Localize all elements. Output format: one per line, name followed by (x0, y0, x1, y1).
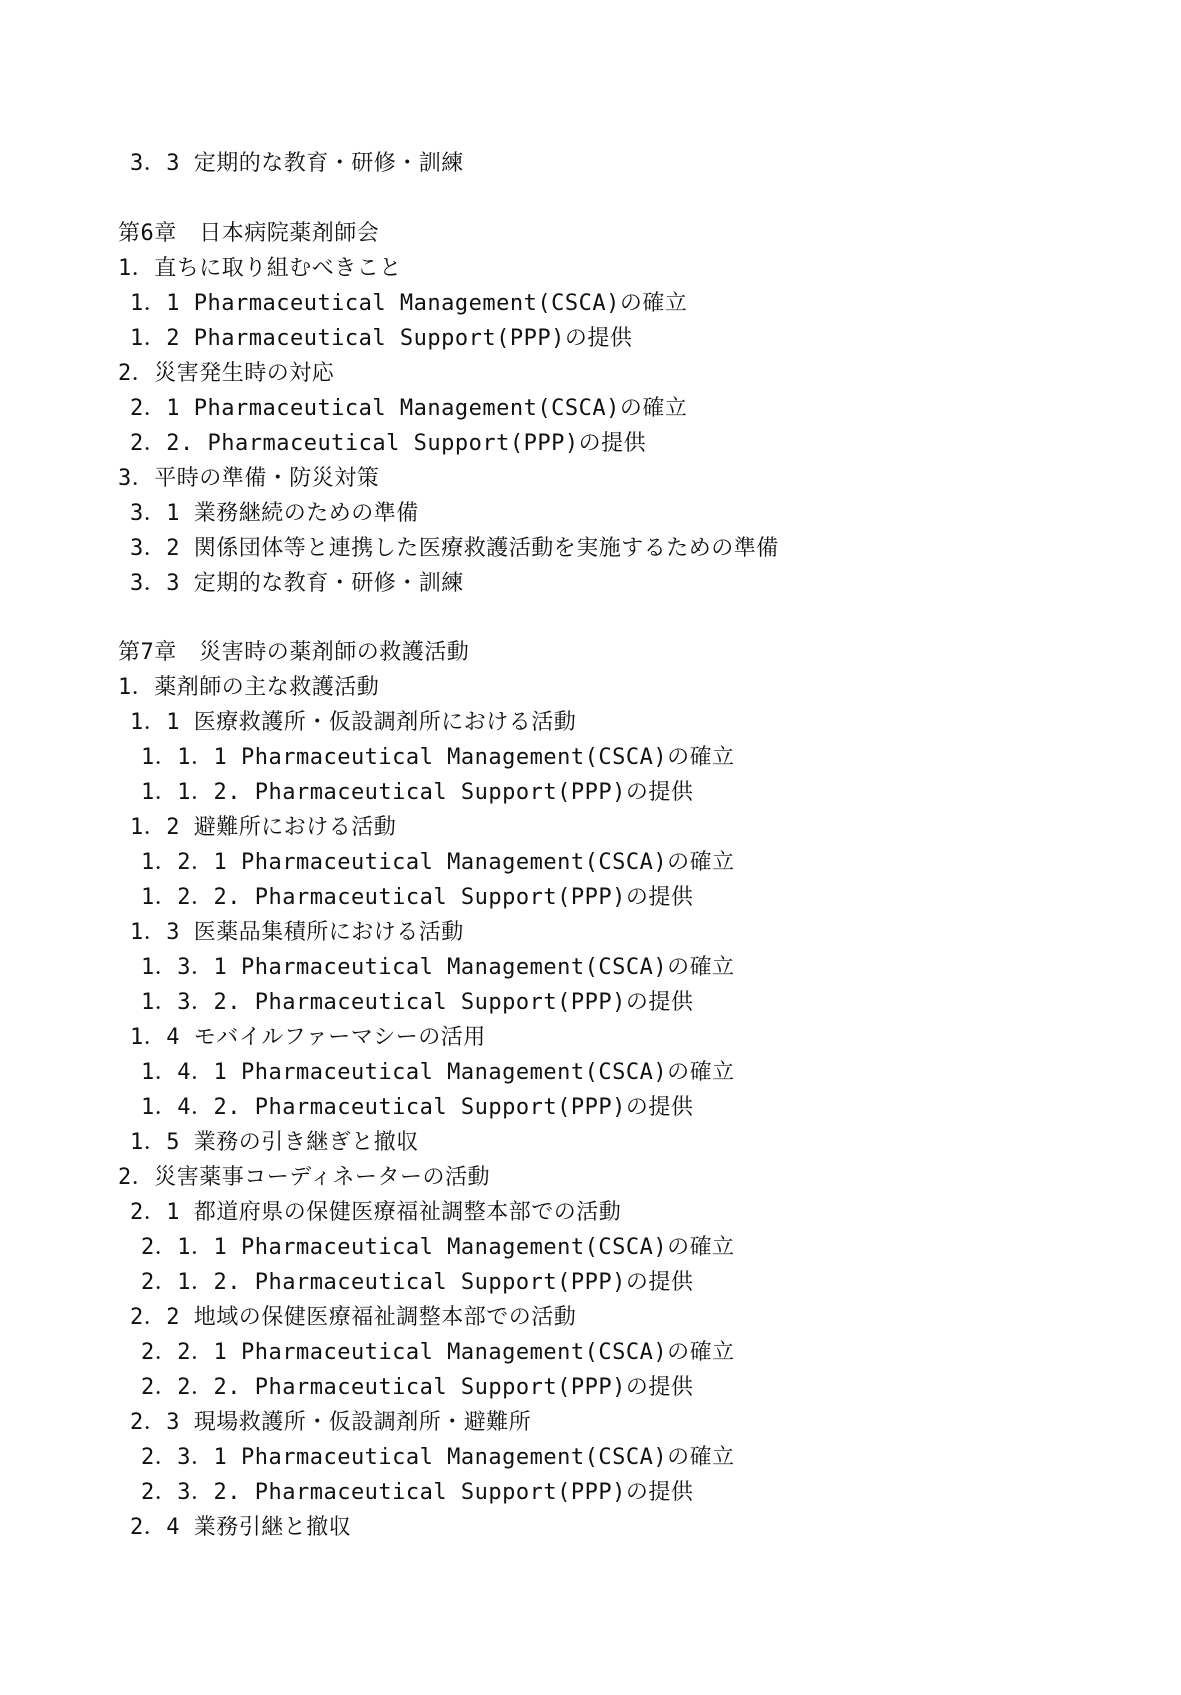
toc-subsection: 1．2．2. Pharmaceutical Support(PPP)の提供 (141, 885, 694, 910)
toc-section: 1．1 医療救護所・仮設調剤所における活動 (130, 710, 577, 735)
toc-section: 1．2 避難所における活動 (130, 815, 397, 840)
toc-subsection: 2．3．1 Pharmaceutical Management(CSCA)の確立 (141, 1445, 735, 1470)
toc-section: 1．4 モバイルファーマシーの活用 (130, 1025, 486, 1050)
toc-subsection: 1．2．1 Pharmaceutical Management(CSCA)の確立 (141, 850, 735, 875)
toc-subsection: 1．3．1 Pharmaceutical Management(CSCA)の確立 (141, 955, 735, 980)
toc-section: 2．4 業務引継と撤収 (130, 1515, 352, 1540)
toc-subsection: 2．2．1 Pharmaceutical Management(CSCA)の確立 (141, 1340, 735, 1365)
toc-chapter: 第7章 災害時の薬剤師の救護活動 (118, 640, 470, 665)
toc-item: 2．災害発生時の対応 (118, 361, 335, 386)
toc-subsection: 2．1．1 Pharmaceutical Management(CSCA)の確立 (141, 1235, 735, 1260)
toc-subsection: 1．1．1 Pharmaceutical Management(CSCA)の確立 (141, 745, 735, 770)
toc-subsection: 1．1．2. Pharmaceutical Support(PPP)の提供 (141, 780, 694, 805)
toc-item: 1．薬剤師の主な救護活動 (118, 675, 380, 700)
toc-section: 2．1 都道府県の保健医療福祉調整本部での活動 (130, 1200, 622, 1225)
toc-subsection: 2．2．2. Pharmaceutical Support(PPP)の提供 (141, 1375, 694, 1400)
toc-section: 1．5 業務の引き継ぎと撤収 (130, 1130, 419, 1155)
toc-subsection: 2．3．2. Pharmaceutical Support(PPP)の提供 (141, 1480, 694, 1505)
toc-section: 3．3 定期的な教育・研修・訓練 (130, 571, 464, 596)
toc-section: 1．3 医薬品集積所における活動 (130, 920, 464, 945)
toc-section: 2．1 Pharmaceutical Management(CSCA)の確立 (130, 396, 688, 421)
toc-section: 3．1 業務継続のための準備 (130, 501, 419, 526)
toc-section: 2．2. Pharmaceutical Support(PPP)の提供 (130, 431, 647, 456)
toc-section: 1．2 Pharmaceutical Support(PPP)の提供 (130, 326, 633, 351)
toc-subsection: 1．3．2. Pharmaceutical Support(PPP)の提供 (141, 990, 694, 1015)
toc-section: 3．2 関係団体等と連携した医療救護活動を実施するための準備 (130, 536, 779, 561)
toc-item: 3．平時の準備・防災対策 (118, 466, 380, 491)
toc-item: 1．直ちに取り組むべきこと (118, 256, 402, 281)
toc-chapter: 第6章 日本病院薬剤師会 (118, 221, 380, 246)
toc-subsection: 1．4．1 Pharmaceutical Management(CSCA)の確立 (141, 1060, 735, 1085)
toc-section: 1．1 Pharmaceutical Management(CSCA)の確立 (130, 291, 688, 316)
toc-section: 2．3 現場救護所・仮設調剤所・避難所 (130, 1410, 532, 1435)
toc-subsection: 1．4．2. Pharmaceutical Support(PPP)の提供 (141, 1095, 694, 1120)
toc-subsection: 2．1．2. Pharmaceutical Support(PPP)の提供 (141, 1270, 694, 1295)
toc-item: 2．災害薬事コーディネーターの活動 (118, 1165, 490, 1190)
toc-section: 2．2 地域の保健医療福祉調整本部での活動 (130, 1305, 577, 1330)
toc-section: 3．3 定期的な教育・研修・訓練 (130, 151, 464, 176)
